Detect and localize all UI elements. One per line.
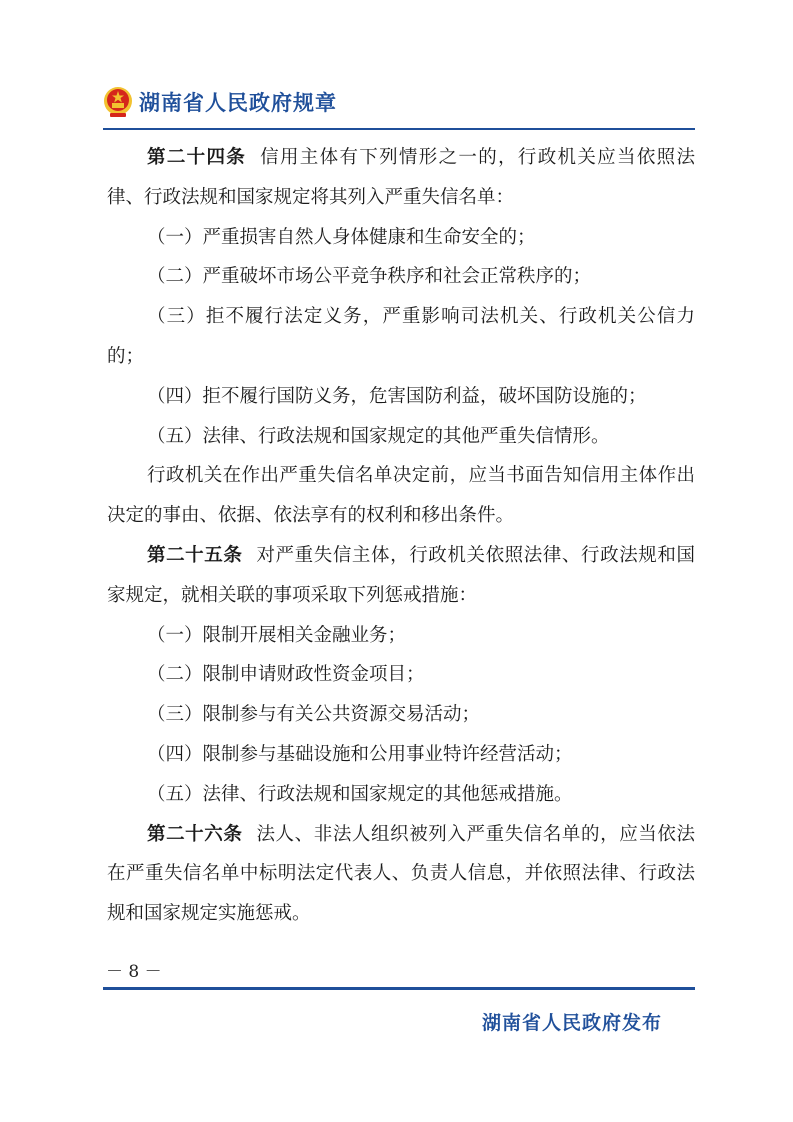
- paragraph-text: （二）严重破坏市场公平竞争秩序和社会正常秩序的；: [147, 266, 592, 288]
- paragraph: [107, 297, 695, 377]
- paragraph: [107, 735, 695, 775]
- paragraph-text: （四）限制参与基础设施和公用事业特许经营活动；: [147, 743, 573, 765]
- paragraph: [107, 218, 695, 258]
- paragraph-text: （五）法律、行政法规和国家规定的其他惩戒措施。: [147, 783, 573, 805]
- paragraph-text: （一）严重损害自然人身体健康和生命安全的；: [147, 226, 536, 248]
- header-divider: [103, 128, 695, 130]
- paragraph-text: 对严重失信主体，行政机关依照法律、行政法规和国家规定，就相关联的事项采取下列惩戒措施：: [107, 544, 695, 606]
- paragraph: [107, 138, 695, 218]
- article-number: 第二十五条: [147, 544, 243, 566]
- paragraph: [107, 616, 695, 656]
- article-number: 第二十六条: [147, 823, 243, 845]
- paragraph-text: 信用主体有下列情形之一的，行政机关应当依照法律、行政法规和国家规定将其列入严重失信名单：: [107, 147, 695, 208]
- national-emblem-icon: [103, 85, 133, 119]
- paragraph: [107, 775, 695, 815]
- paragraph: [107, 536, 695, 616]
- paragraph-text: （三）限制参与有关公共资源交易活动；: [147, 704, 481, 726]
- footer-divider: [103, 987, 695, 990]
- paragraph-text: （三）拒不履行法定义务，严重影响司法机关、行政机关公信力的；: [107, 306, 695, 367]
- article-number: 第二十四条: [147, 147, 247, 168]
- document-body: [107, 138, 695, 934]
- paragraph: [107, 815, 695, 934]
- page-header: [103, 82, 337, 122]
- paragraph: [107, 257, 695, 297]
- paragraph: [107, 695, 695, 735]
- paragraph-text: （二）限制申请财政性资金项目；: [147, 664, 425, 686]
- paragraph-text: 法人、非法人组织被列入严重失信名单的，应当依法在严重失信名单中标明法定代表人、负责人信息，并依照法律、行政法规和国家规定实施惩戒。: [107, 823, 695, 925]
- paragraph: [107, 456, 695, 536]
- footer-publisher: 湖南省人民政府发布: [482, 1012, 663, 1034]
- paragraph-text: （一）限制开展相关金融业务；: [147, 624, 407, 646]
- paragraph-text: （五）法律、行政法规和国家规定的其他严重失信情形。: [147, 425, 610, 447]
- paragraph-text: （四）拒不履行国防义务，危害国防利益，破坏国防设施的；: [147, 385, 647, 407]
- paragraph: [107, 655, 695, 695]
- paragraph-text: 行政机关在作出严重失信名单决定前，应当书面告知信用主体作出决定的事由、依据、依法享有的权利和移出条件。: [107, 465, 695, 527]
- paragraph: [107, 417, 695, 457]
- paragraph: [107, 377, 695, 417]
- page-number: － 8 －: [106, 962, 162, 982]
- header-title: 湖南省人民政府规章: [139, 91, 337, 115]
